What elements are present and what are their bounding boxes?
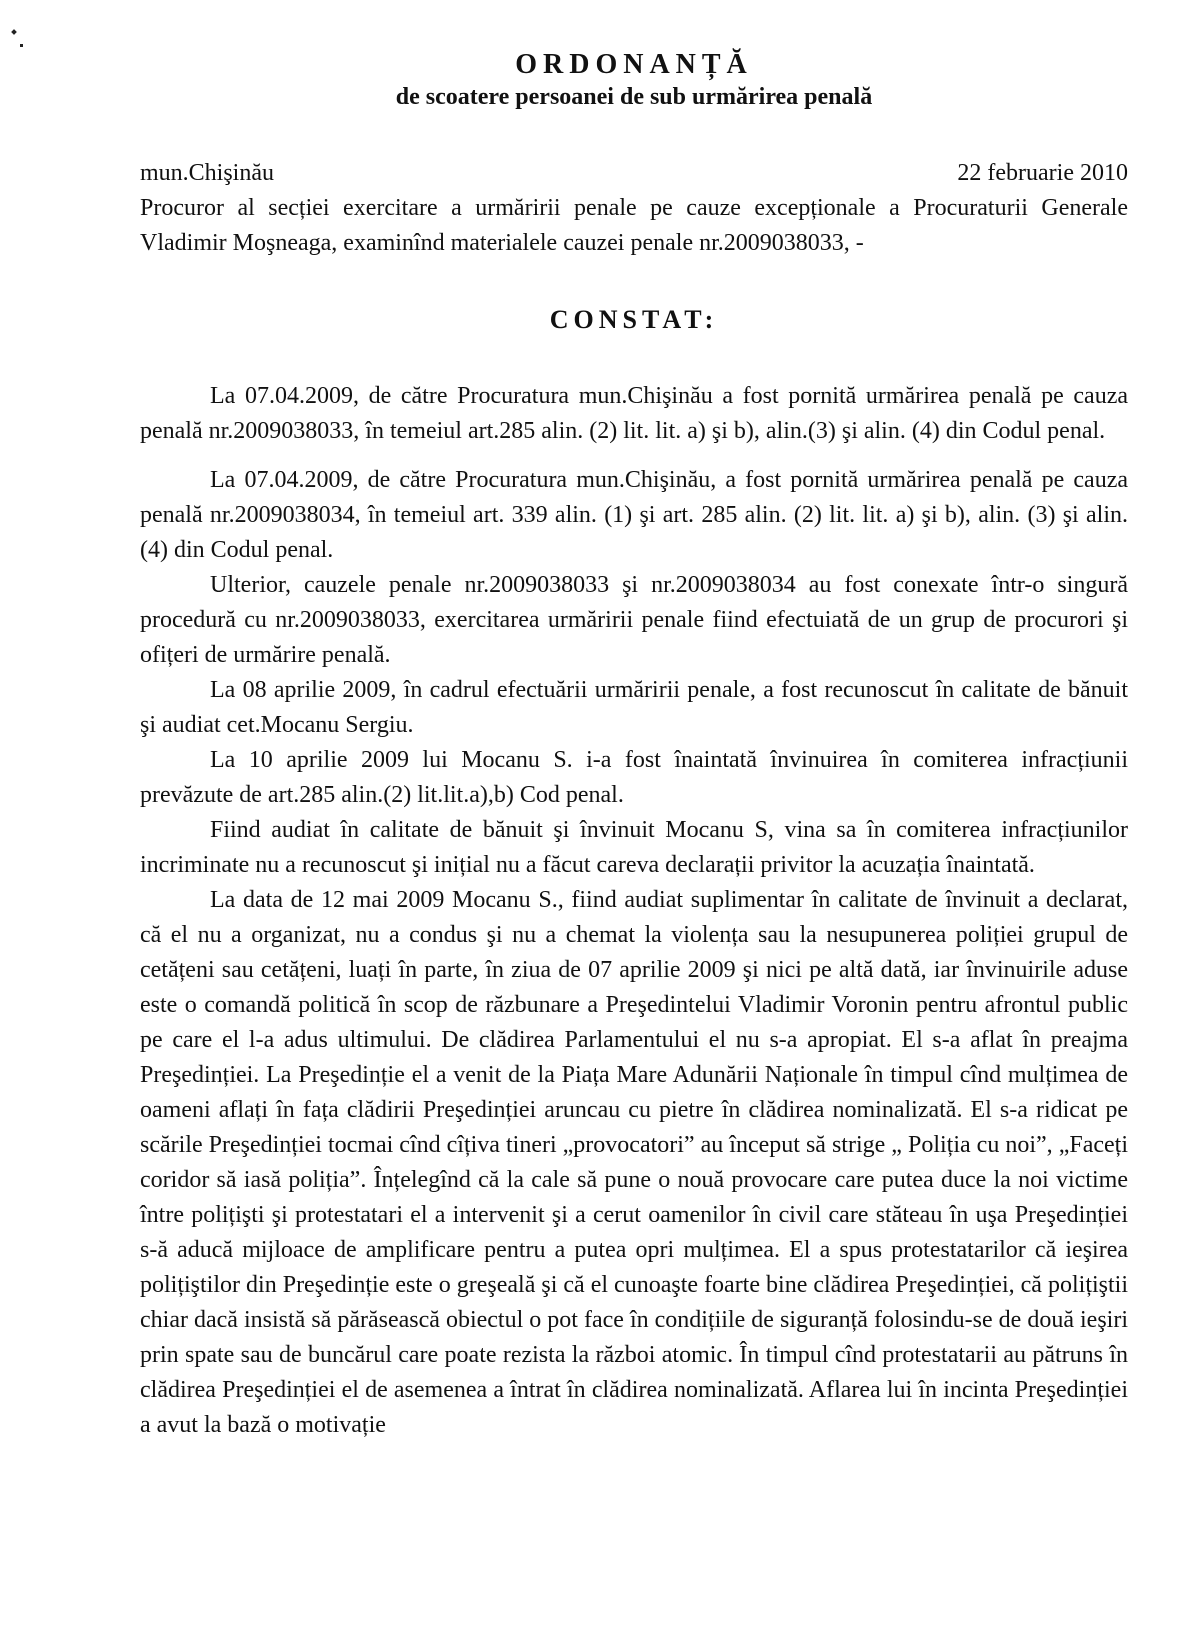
scan-speck	[20, 44, 23, 47]
document-page	[140, 48, 1128, 1443]
place-date-line	[140, 156, 1128, 191]
paragraph-3: Ulterior, cauzele penale nr.2009038033 şi nr.2009038034 au fost conexate într-o singură procedură cu nr.2009038033, exercitarea urmăririi penale fiind efectuiată de un grup de procurori şi ofițeri de urmărire penală.	[140, 572, 1128, 668]
scan-speck	[11, 29, 17, 35]
paragraph-6: Fiind audiat în calitate de bănuit şi învinuit Mocanu S, vina sa în comiterea infracțiunilor incriminate nu a recunoscut şi inițial nu a făcut careva declarații privitor la acuzația înaintată.	[140, 817, 1128, 878]
paragraph-1: La 07.04.2009, de către Procuratura mun.Chişinău a fost pornită urmărirea penală pe cauza penală nr.2009038033, în temeiul art.285 alin. (2) lit. lit. a) şi b), alin.(3) şi alin. (4) din Codul penal.	[140, 383, 1128, 444]
paragraph-5: La 10 aprilie 2009 lui Mocanu S. i-a fost înaintată învinuirea în comiterea infracțiunii prevăzute de art.285 alin.(2) lit.lit.a),b) Cod penal.	[140, 747, 1128, 808]
date: 22 februarie 2010	[957, 160, 1128, 186]
document-subtitle: de scoatere persoanei de sub urmărirea penală	[395, 84, 873, 110]
paragraph-7: La data de 12 mai 2009 Mocanu S., fiind audiat suplimentar în calitate de învinuit a declarat, că el nu a organizat, nu a condus şi nu a chemat la violența sau la nesupunerea poliției grupul de cetățeni sau cetățeni, luați în parte, în ziua de 07 aprilie 2009 şi nici pe altă dată, iar învinuirile aduse este o comandă politică în scop de răzbunare a Preşedintelui Vladimir Voronin pentru afrontul public pe care el l-a adus ultimului. De clădirea Parlamentului el nu s-a apropiat. El s-a aflat în preajma Preşedinției. La Preşedinție el a venit de la Piața Mare Adunării Naționale în timpul cînd mulțimea de oameni aflați în fața clădirii Preşedinției aruncau cu pietre în clădirea nominalizată. El s-a ridicat pe scările Preşedinției tocmai cînd cîțiva tineri „provocatori” au început să strige „ Poliția cu noi”, „Faceți coridor să iasă poliția”. Înțelegînd că la cale să pune o nouă provocare care putea duce la noi victime între polițişti şi protestatari el a intervenit şi a cerut oamenilor în civil care stăteau în uşa Preşedinției s-ă aducă mijloace de amplificare pentru a putea opri mulțimea. El a spus protestatarilor că ieşirea polițiştilor din Preşedinție este o greşeală şi că el cunoaşte foarte bine clădirea Preşedinției, că polițiştii chiar dacă insistă să părăsească obiectul o pot face în condițiile de siguranță folosindu-se de două ieşiri prin spate sau de buncărul care poate rezista la război atomic. În timpul cînd protestatarii au pătruns în clădirea Preşedinției el de asemenea a întrat în clădirea nominalizată. Aflarea lui în incinta Preşedinției a avut la bază o motivație	[140, 887, 1128, 1438]
place: mun.Chişinău	[140, 160, 275, 186]
document-title: ORDONANȚĂ	[515, 49, 753, 80]
paragraph-2: La 07.04.2009, de către Procuratura mun.Chişinău, a fost pornită urmărirea penală pe cauza penală nr.2009038034, în temeiul art. 339 alin. (1) şi art. 285 alin. (2) lit. lit. a) şi b), alin. (3) şi alin. (4) din Codul penal.	[140, 467, 1128, 563]
section-heading: CONSTAT:	[549, 305, 719, 334]
intro-paragraph: Procuror al secției exercitare a urmăririi penale pe cauze excepționale a Procuraturii Generale Vladimir Moşneaga, examinînd materialele cauzei penale nr.2009038033, -	[140, 195, 1128, 256]
paragraph-4: La 08 aprilie 2009, în cadrul efectuării urmăririi penale, a fost recunoscut în calitate de bănuit şi audiat cet.Mocanu Sergiu.	[140, 677, 1128, 738]
